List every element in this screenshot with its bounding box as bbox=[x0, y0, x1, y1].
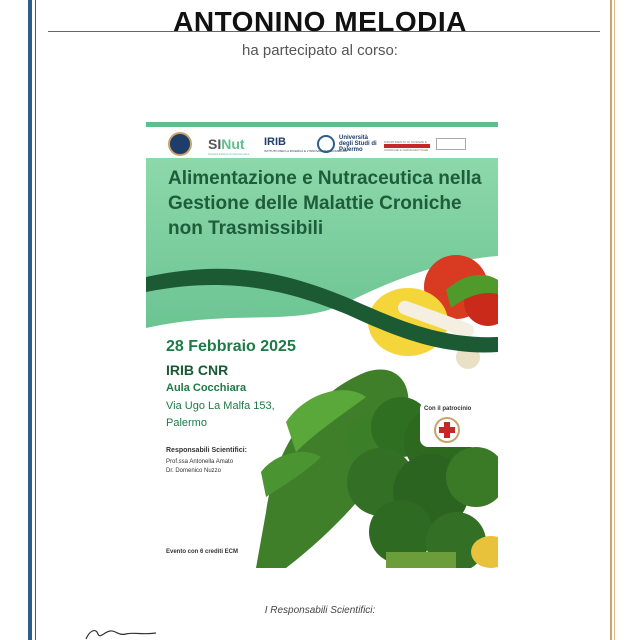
poster-top-bar bbox=[146, 122, 498, 127]
sinut-logo-subtitle: Società Italiana di Nutraceutica bbox=[208, 152, 250, 156]
certificate-subtitle: ha partecipato al corso: bbox=[242, 42, 398, 59]
patronage-badge bbox=[420, 401, 498, 447]
partner-logo bbox=[436, 138, 466, 150]
certificate-border-left bbox=[28, 0, 32, 640]
participant-name: ANTONINO MELODIA bbox=[173, 6, 467, 37]
poster-logo-row bbox=[146, 128, 498, 158]
course-room: Aula Cocchiara bbox=[166, 382, 247, 394]
irib-logo: IRIB bbox=[264, 136, 286, 148]
department-logo-text: DIPARTIMENTO DI SCIENZE E CHIMICHE E FARMACEUTICHE bbox=[384, 140, 429, 152]
course-title: Alimentazione e Nutraceutica nella Gestione delle Malattie Croniche non Trasmissibili bbox=[168, 168, 482, 239]
patronage-label: Con il patrocinio bbox=[424, 406, 472, 412]
ecm-credits: Evento con 6 crediti ECM bbox=[166, 549, 239, 555]
certificate-border-right-inner bbox=[614, 0, 615, 640]
university-crest-logo bbox=[168, 132, 192, 156]
irib-logo-subtitle: ISTITUTO PER LA RICERCA E L'INNOVAZIONE BIOMEDICA bbox=[264, 149, 348, 153]
sinut-logo-si: SI bbox=[208, 136, 222, 152]
scientific-managers-label: I Responsabili Scientifici: bbox=[264, 605, 376, 616]
signature-image bbox=[82, 626, 162, 640]
course-address: Via Ugo La Malfa 153, Palermo bbox=[166, 400, 275, 429]
responsabili-label: Responsabili Scientifici: bbox=[166, 447, 247, 454]
department-logo-bar bbox=[384, 144, 430, 148]
sinut-logo bbox=[208, 136, 245, 152]
unipa-seal-icon bbox=[317, 135, 335, 153]
responsabile-name: Prof.ssa Antonella Amato bbox=[166, 459, 234, 465]
responsabile-name: Dr. Domenico Nuzzo bbox=[166, 468, 222, 474]
patronage-seal-icon bbox=[434, 417, 460, 443]
sinut-logo-nut: Nut bbox=[221, 136, 245, 152]
course-date: 28 Febbraio 2025 bbox=[166, 338, 296, 355]
red-cross-icon bbox=[436, 419, 458, 441]
unipa-logo-text: Università degli Studi di Palermo bbox=[339, 135, 377, 153]
course-poster bbox=[146, 122, 498, 568]
certificate-border-left-inner bbox=[35, 0, 36, 640]
certificate-border-right bbox=[610, 0, 612, 640]
course-venue: IRIB CNR bbox=[166, 362, 229, 378]
